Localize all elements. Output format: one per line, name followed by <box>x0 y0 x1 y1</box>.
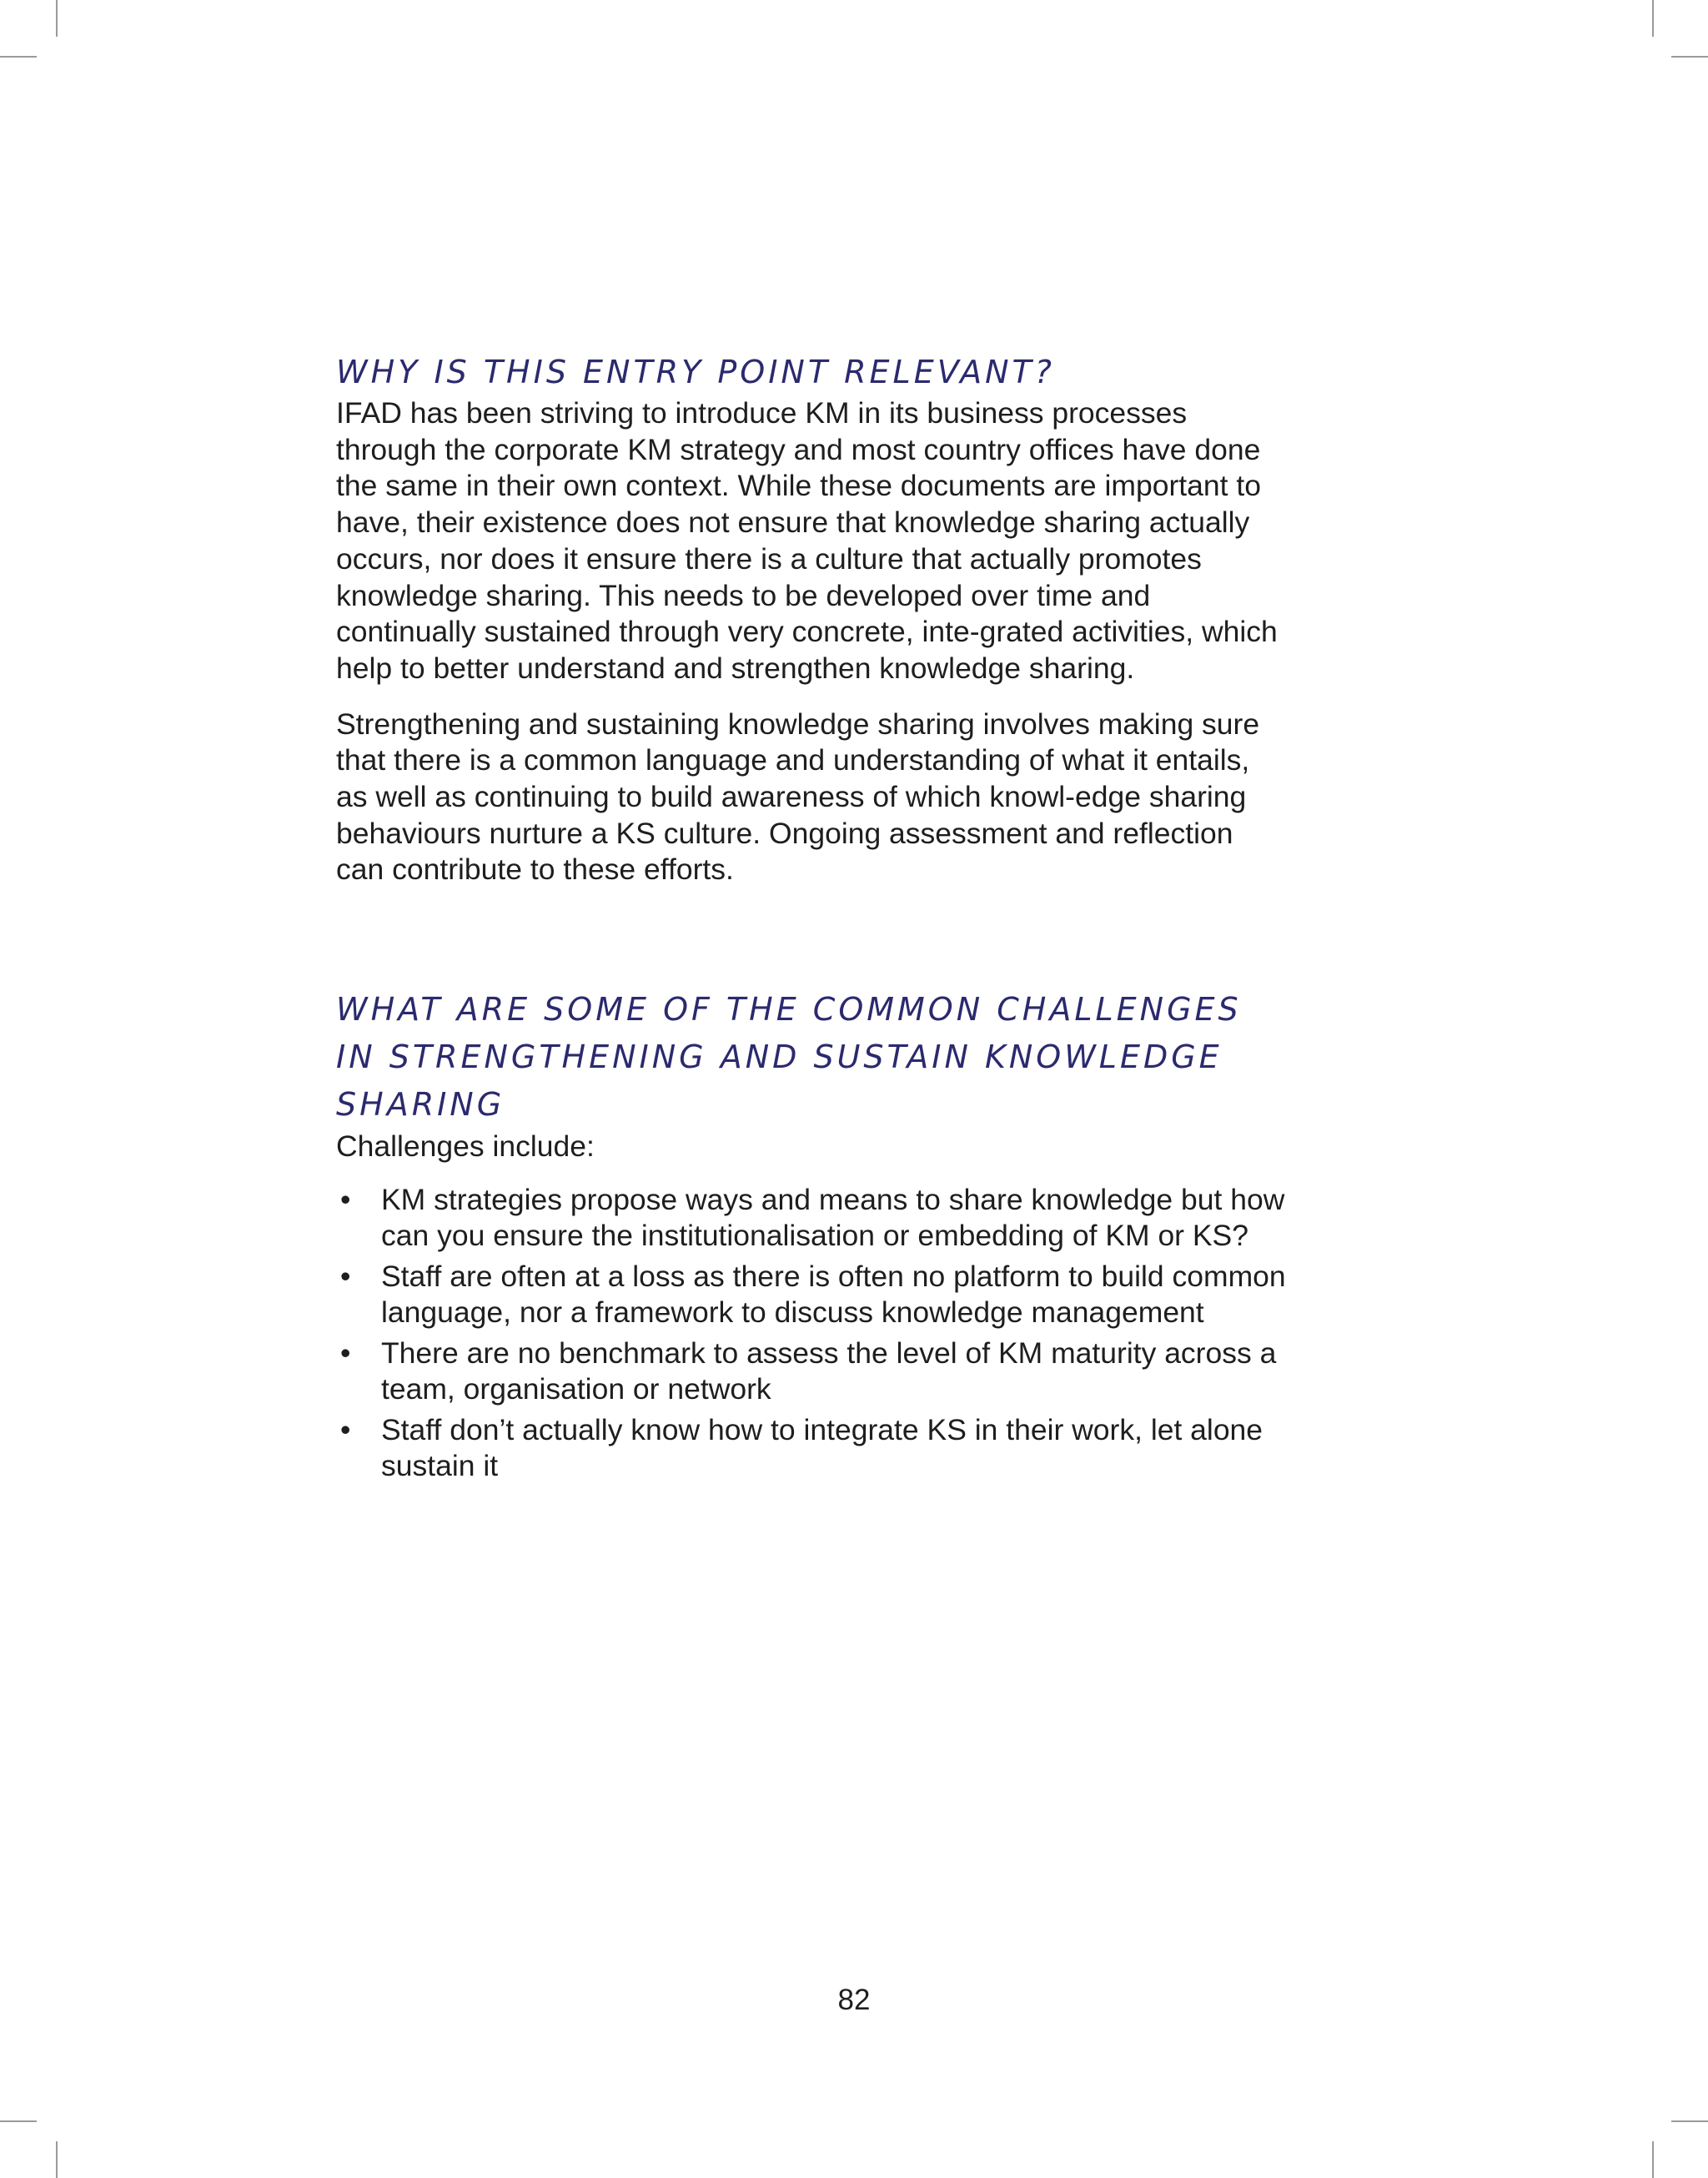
list-item-text: KM strategies propose ways and means to share knowledge but how can you ensure the institutionalisation or embedding of KM or KS? <box>381 1182 1285 1253</box>
challenges-intro: Challenges include: <box>336 1129 595 1164</box>
crop-mark-top-left-horizontal <box>0 56 37 58</box>
list-item <box>336 1335 1287 1408</box>
section-heading: WHY IS THIS ENTRY POINT RELEVANT? <box>336 354 1055 390</box>
crop-mark-top-left-vertical <box>56 0 58 37</box>
body-paragraph: Strengthening and sustaining knowledge sharing involves making sure that there is a common language and understanding of what it entails, as well as continuing to build awareness of which knowl-edge sharing behaviours nurture a KS culture. Ongoing assessment and reflection can contribute to these efforts. <box>336 707 1260 887</box>
heading-line: WHAT ARE SOME OF THE COMMON CHALLENGES <box>336 991 1242 1029</box>
crop-mark-bottom-left-horizontal <box>0 2120 37 2122</box>
list-item <box>336 1412 1287 1485</box>
crop-mark-top-right-vertical <box>1652 0 1654 37</box>
list-item-text: There are no benchmark to assess the level of KM maturity across a team, organisation or network <box>381 1335 1277 1406</box>
section-common-challenges <box>336 986 1287 1485</box>
bullet-icon: • <box>340 1335 351 1370</box>
heading-line: SHARING <box>336 1086 505 1124</box>
crop-mark-top-right-horizontal <box>1671 56 1708 58</box>
list-item-text: Staff are often at a loss as there is often no platform to build common language, nor a framework to discuss knowledge management <box>381 1259 1286 1330</box>
crop-mark-bottom-right-horizontal <box>1671 2120 1708 2122</box>
body-paragraph: IFAD has been striving to introduce KM in its business processes through the corporate KM strategy and most country offices have done the same in their own context. While these documents are important to have, their existence does not ensure that knowledge sharing actually occurs, nor does it ensure there is a culture that actually promotes knowledge sharing. This needs to be developed over time and continually sustained through very concrete, inte-grated activities, which help to better understand and strengthen knowledge sharing. <box>336 396 1278 685</box>
heading-line: IN STRENGTHENING AND SUSTAIN KNOWLEDGE <box>336 1039 1223 1076</box>
page-content <box>336 349 1287 1489</box>
crop-mark-bottom-right-vertical <box>1652 2141 1654 2178</box>
section-heading <box>336 986 1287 1129</box>
crop-mark-bottom-left-vertical <box>56 2141 58 2178</box>
page-number: 82 <box>837 1984 871 2016</box>
list-item-text: Staff don’t actually know how to integrate KS in their work, let alone sustain it <box>381 1412 1263 1483</box>
bullet-icon: • <box>340 1259 351 1293</box>
challenges-list <box>336 1182 1287 1485</box>
list-item <box>336 1259 1287 1331</box>
bullet-icon: • <box>340 1412 351 1446</box>
list-item <box>336 1182 1287 1255</box>
section-entry-point-relevance <box>336 349 1287 888</box>
bullet-icon: • <box>340 1182 351 1216</box>
